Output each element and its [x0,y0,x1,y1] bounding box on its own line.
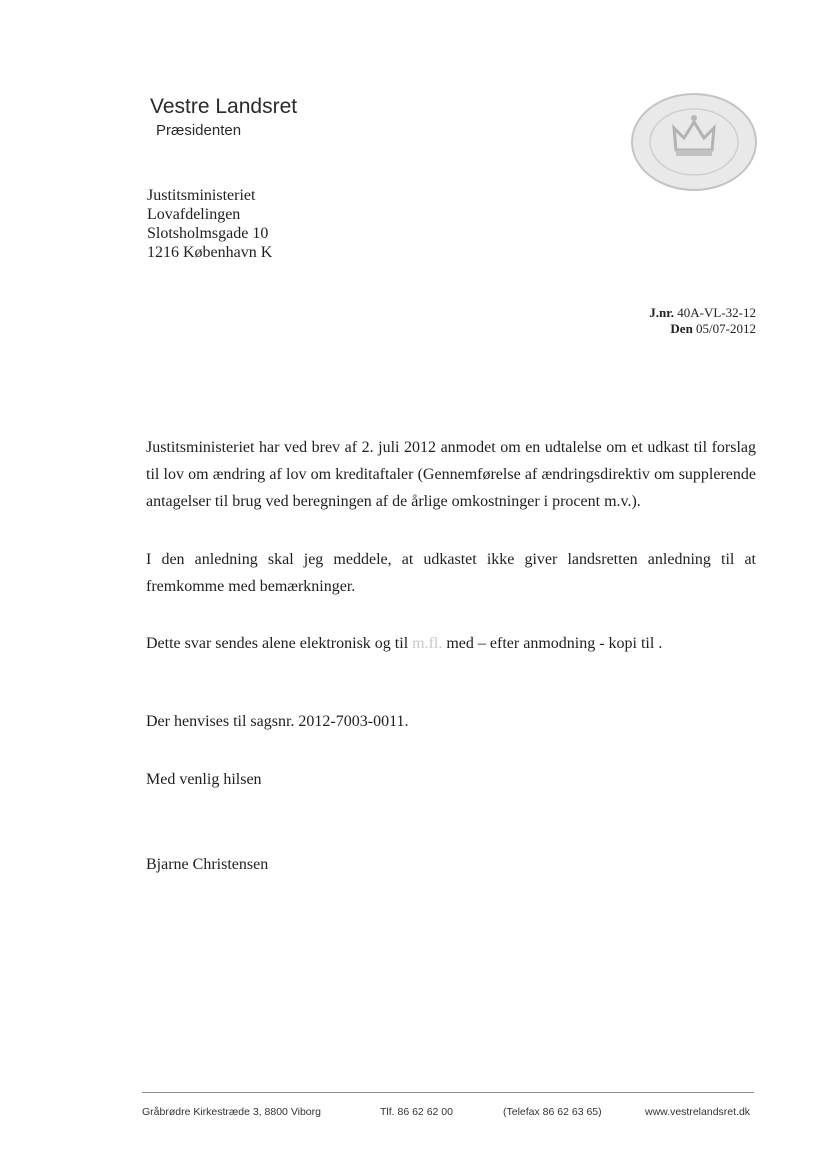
distribution-text-b: med – efter anmodning - kopi til [446,635,655,652]
footer-address: Gråbrødre Kirkestræde 3, 8800 Viborg [142,1106,321,1118]
footer-website: www.vestrelandsret.dk [645,1106,751,1118]
distribution-text-a: Dette svar sendes alene elektronisk og til [146,635,409,652]
jnr-value: 40A-VL-32-12 [677,305,756,320]
paragraph-request: Justitsministeriet har ved brev af 2. juli 2012 anmodet om en udtalelse om et udkast til forslag til lov om ændring af lov om kreditaftaler (Gennemførelse af ændringsdirektiv om supplerende antagelser til brug ved beregningen af de årlige omkostninger i procent m.v.). [146,439,756,510]
paragraph-response: I den anledning skal jeg meddele, at udkastet ikke giver landsretten anledning til at fremkomme med bemærkninger. [146,551,756,595]
court-office: Præsidenten [156,122,242,139]
date-value: 05/07-2012 [696,321,756,336]
paragraph-distribution [146,630,756,657]
signature: Bjarne Christensen [146,856,269,873]
recipient-line: Justitsministeriet [147,187,256,204]
recipient-line: Lovafdelingen [147,206,241,223]
jnr-label: J.nr. [649,305,675,320]
court-name: Vestre Landsret [150,95,298,118]
distribution-end: . [658,635,663,652]
crown-seal-icon [630,92,758,192]
recipient-address [147,186,272,262]
footer-divider [142,1092,754,1093]
recipient-line: 1216 København K [147,244,273,261]
faint-recipient: m.fl. [412,635,443,652]
footer-fax: (Telefax 86 62 63 65) [503,1106,602,1118]
reference-block [649,305,756,337]
footer-phone: Tlf. 86 62 62 00 [380,1106,453,1118]
date-label: Den [670,321,693,336]
paragraph-case-ref: Der henvises til sagsnr. 2012-7003-0011. [146,713,409,730]
recipient-line: Slotsholmsgade 10 [147,225,269,242]
closing: Med venlig hilsen [146,771,262,788]
